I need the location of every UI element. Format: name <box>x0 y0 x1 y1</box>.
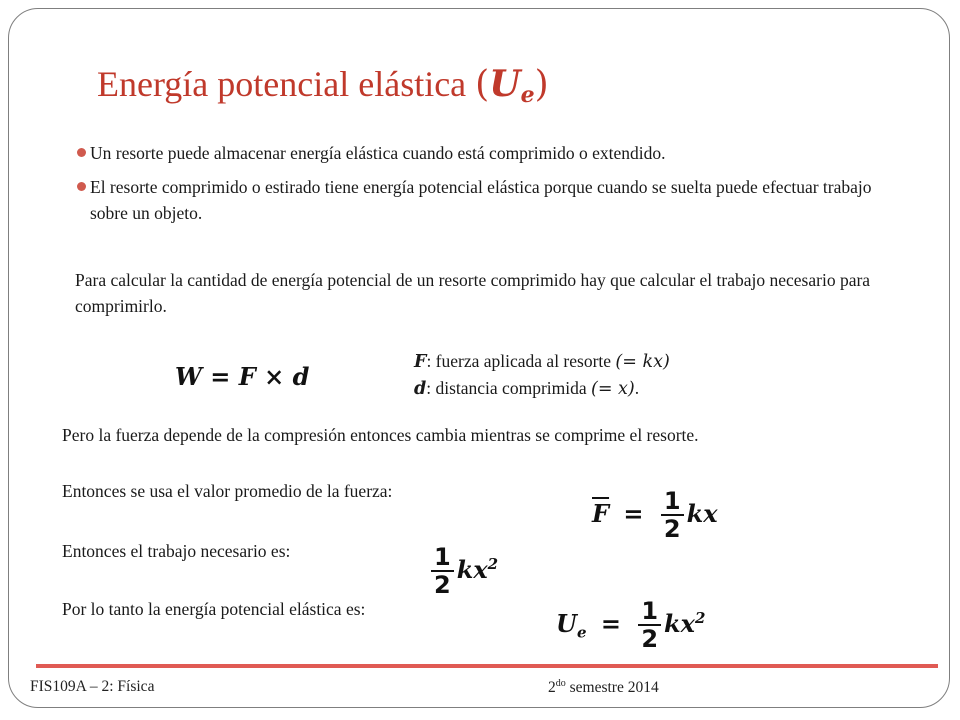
footer-course: FIS109A – 2: Física <box>30 678 155 695</box>
bullet-item-1: Un resorte puede almacenar energía elástica cuando está comprimido o extendido. <box>90 140 665 166</box>
definition-force: F: fuerza aplicada al resorte (= kx) <box>414 351 670 372</box>
intro-paragraph: Para calcular la cantidad de energía potencial de un resorte comprimido hay que calcular el trabajo necesario para comprimirlo. <box>75 270 871 316</box>
average-force-text: Entonces se usa el valor promedio de la fuerza: <box>62 481 393 501</box>
title-text: Energía potencial elástica <box>97 64 476 104</box>
work-needed-text: Entonces el trabajo necesario es: <box>62 541 291 561</box>
footer-semester: $2^{do}$ semestre 2014 <box>548 678 659 697</box>
elastic-energy-text: Por lo tanto la energía potencial elástica es: <box>62 599 366 619</box>
slide-title <box>97 63 549 108</box>
footer-divider <box>36 664 938 668</box>
average-force-equation: $\overline{F}$ = $\frac{1}{2}$ kx <box>592 487 718 544</box>
work-equation-result: $\frac{1}{2}$ $kx^2$ <box>428 544 498 599</box>
definition-distance: d: distancia comprimida (= x). <box>414 378 640 399</box>
elastic-energy-equation: $U_e$ = $\frac{1}{2}$ $kx^2$ <box>556 597 706 654</box>
title-symbol: $(U_e)$ <box>475 63 549 108</box>
force-depends-text: Pero la fuerza depende de la compresión entonces cambia mientras se comprime el resorte. <box>62 425 699 445</box>
bullet-item-2-text: El resorte comprimido o estirado tiene energía potencial elástica porque cuando se suelta puede efectuar trabajo sobre un objeto. <box>90 177 872 223</box>
work-equation: W = F × d <box>175 362 310 391</box>
bullet-item-2 <box>90 174 880 226</box>
definitions <box>414 348 670 402</box>
